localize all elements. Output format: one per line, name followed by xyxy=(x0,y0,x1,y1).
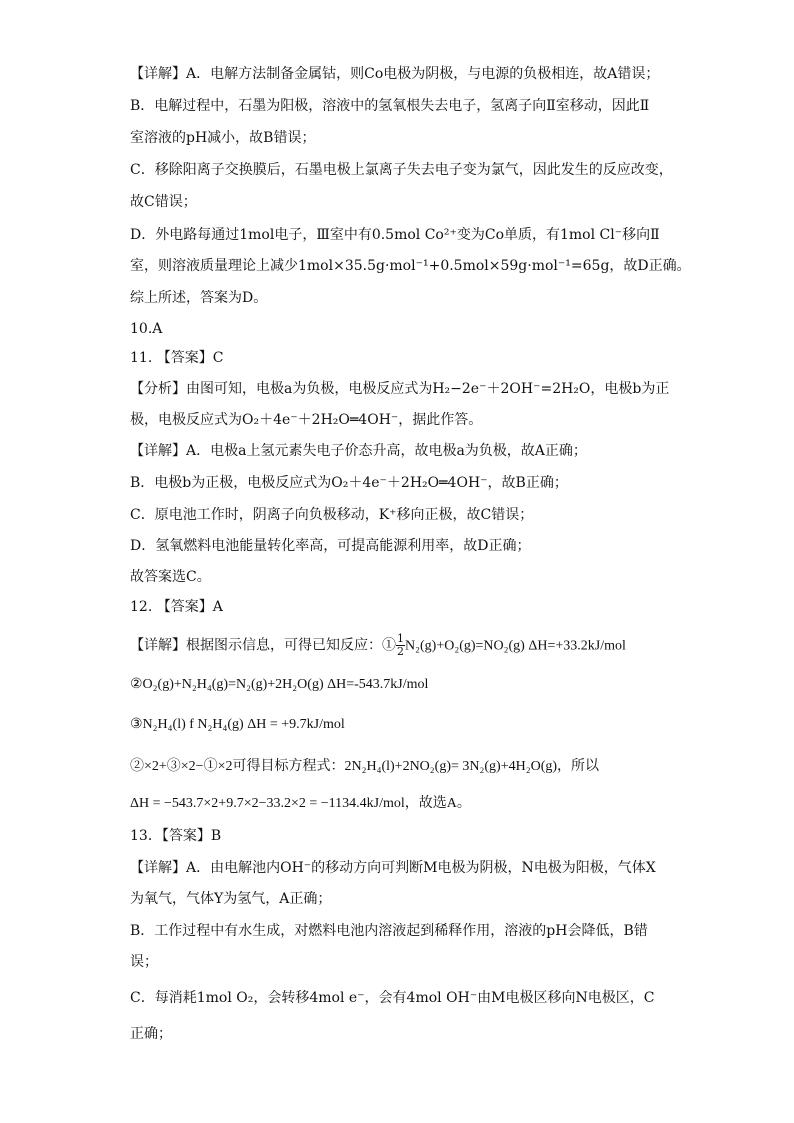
answer-line: 10.A xyxy=(130,321,163,337)
text-line: 正确； xyxy=(130,1026,172,1042)
text-line: 【分析】由图可知，电极a为负极，电极反应式为H₂−2e⁻＋2OH⁻=2H₂O，电极b为正 xyxy=(130,381,670,397)
text-line: D．氢氧燃料电池能量转化率高，可提高能源利用率，故D正确； xyxy=(130,538,531,554)
text-line: 【详解】A．电极a上氢元素失电子价态升高，故电极a为负极，故A正确； xyxy=(130,443,587,459)
formula-line: ΔH = −543.7×2+9.7×2−33.2×2 = −1134.4kJ/mol，故选A。 xyxy=(130,796,471,811)
formula-text: N₂(g)+O₂(g)=NO₂(g) ΔH=+33.2kJ/mol xyxy=(405,638,626,654)
text-line: C．每消耗1mol O₂，会转移4mol e⁻，会有4mol OH⁻由M电极区移向N电极区，C xyxy=(130,990,655,1006)
text-line: 故C错误； xyxy=(130,194,197,210)
text-line: 极，电极反应式为O₂＋4e⁻＋2H₂O═4OH⁻，据此作答。 xyxy=(130,412,483,428)
question-heading: 12. 【答案】A xyxy=(130,599,223,615)
text-span: 【详解】根据图示信息，可得已知反应：① xyxy=(130,637,396,654)
formula-line: ③N₂H₄(l) f N₂H₄(g) ΔH = +9.7kJ/mol xyxy=(130,717,345,732)
fraction-denominator: 2 xyxy=(397,645,404,658)
formula-line xyxy=(130,633,670,658)
text-line: B．工作过程中有水生成，对燃料电池内溶液起到稀释作用，溶液的pH会降低，B错 xyxy=(130,923,648,939)
question-heading: 11. 【答案】C xyxy=(130,350,224,366)
text-line: 故答案选C。 xyxy=(130,569,211,585)
question-heading: 13．【答案】B xyxy=(130,828,222,844)
text-line: C．原电池工作时，阴离子向负极移动，K⁺移向正极，故C错误； xyxy=(130,507,534,523)
text-line: B．电极b为正极，电极反应式为O₂＋4e⁻＋2H₂O═4OH⁻，故B正确； xyxy=(130,475,568,491)
fraction xyxy=(396,633,405,658)
formula-line: ②O₂(g)+N₂H₄(g)=N₂(g)+2H₂O(g) ΔH=-543.7kJ/mol xyxy=(130,677,429,692)
text-line: 综上所述，答案为D。 xyxy=(130,290,268,306)
formula-line: ②×2+③×2−①×2可得目标方程式：2N₂H₄(l)+2NO₂(g)= 3N₂(g)+4H₂O(g)，所以 xyxy=(130,759,600,774)
text-line: 为氧气，气体Y为氢气，A正确； xyxy=(130,891,332,907)
text-line: 误； xyxy=(130,954,158,970)
fraction-numerator: 1 xyxy=(397,632,404,645)
text-line: 【详解】A．电解方法制备金属钴，则Co电极为阴极，与电源的负极相连，故A错误； xyxy=(130,66,660,82)
text-line: 室溶液的pH减小，故B错误； xyxy=(130,130,316,146)
text-line: 【详解】A．由电解池内OH⁻的移动方向可判断M电极为阴极，N电极为阳极，气体X xyxy=(130,860,656,876)
text-line: D．外电路每通过1mol电子，Ⅲ室中有0.5mol Co²⁺变为Co单质，有1mol Cl⁻移向Ⅱ xyxy=(130,227,660,243)
text-line: C．移除阳离子交换膜后，石墨电极上氯离子失去电子变为氯气，因此发生的反应改变， xyxy=(130,162,673,178)
text-line: 室，则溶液质量理论上减少1mol×35.5g·mol⁻¹+0.5mol×59g·mol⁻¹=65g，故D正确。 xyxy=(130,258,691,274)
text-line: B．电解过程中，石墨为阳极，溶液中的氢氧根失去电子，氢离子向Ⅱ室移动，因此Ⅱ xyxy=(130,98,650,114)
